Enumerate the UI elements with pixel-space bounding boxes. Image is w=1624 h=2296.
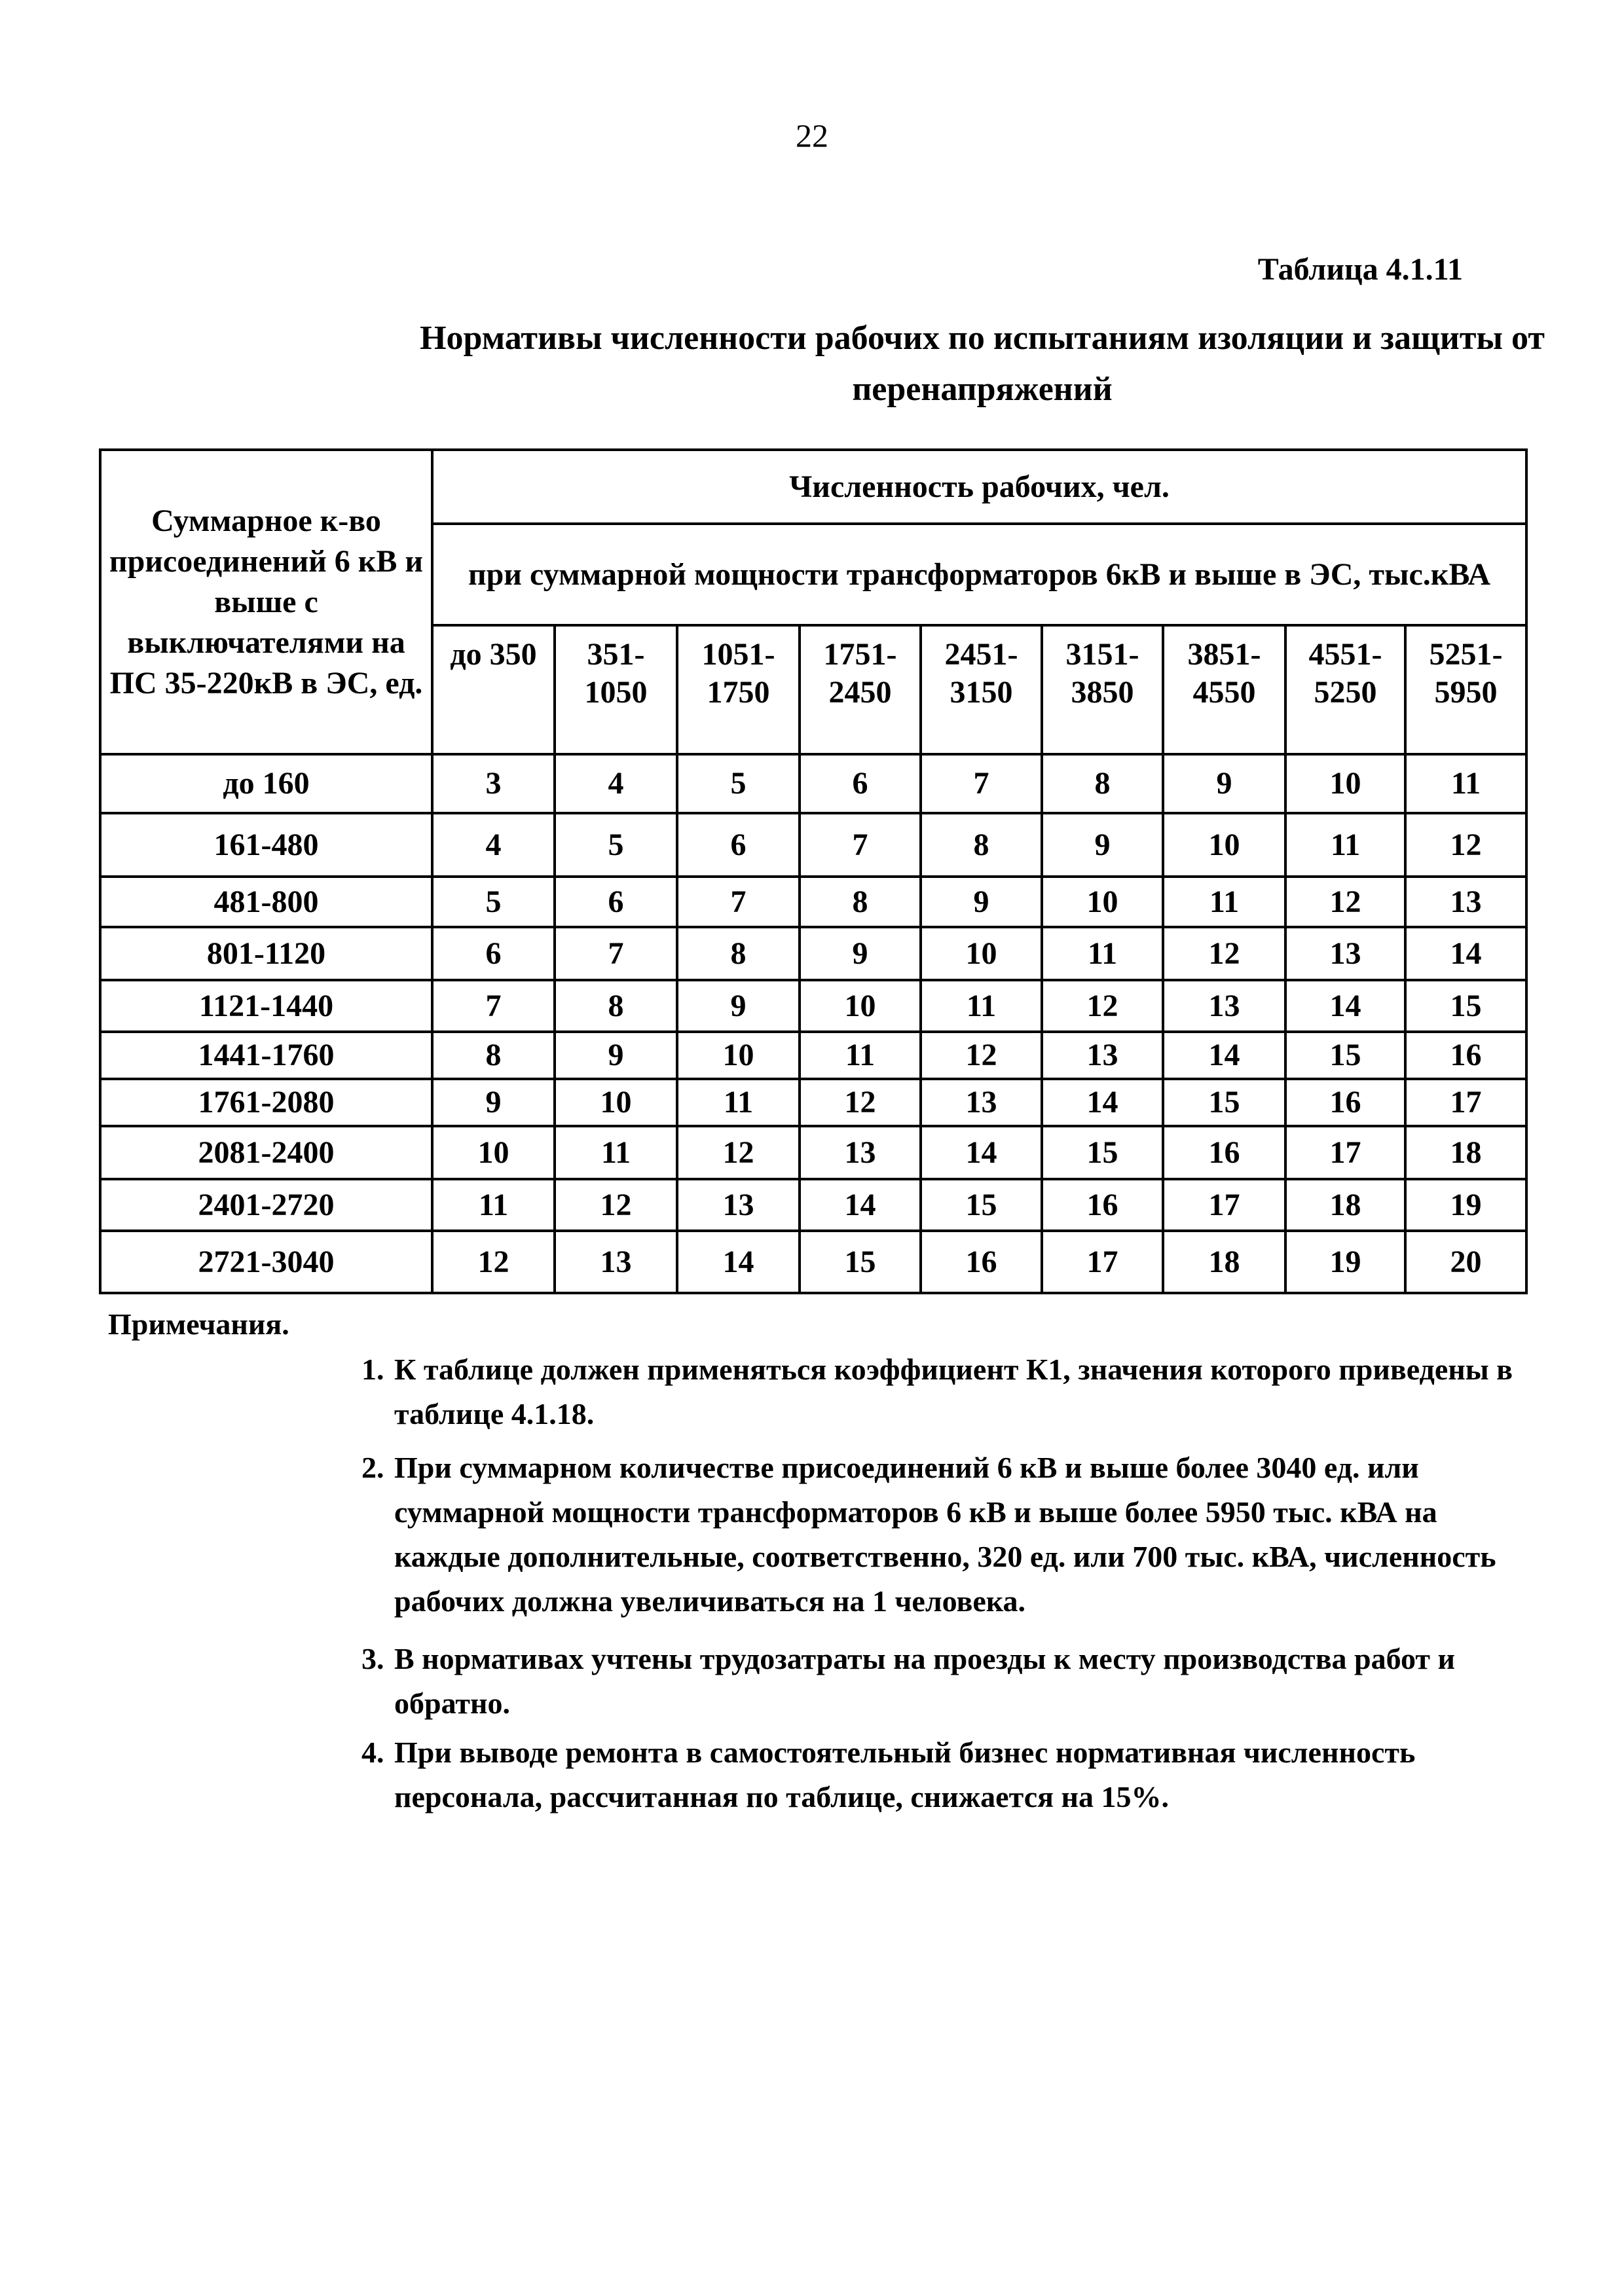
- cell-value: 14: [1285, 980, 1405, 1032]
- row-label: 2401-2720: [100, 1179, 432, 1231]
- cell-value: 11: [921, 980, 1042, 1032]
- cell-value: 16: [1163, 1126, 1285, 1179]
- table-row: [100, 927, 1526, 980]
- cell-value: 15: [1042, 1126, 1163, 1179]
- cell-value: 10: [1042, 877, 1163, 927]
- cell-value: 18: [1405, 1126, 1526, 1179]
- table-row: [100, 1231, 1526, 1293]
- table-title: Нормативы численности рабочих по испытаниям изоляции и защиты от перенапряжений: [420, 319, 1545, 408]
- cell-value: 7: [677, 877, 800, 927]
- cell-value: 8: [1042, 754, 1163, 813]
- cell-value: 4: [432, 813, 555, 877]
- column-header: 1751-2450: [800, 625, 921, 754]
- note-text: При выводе ремонта в самостоятельный бизнес нормативная численность персонала, рассчитанная по таблице, снижается на 15%.: [394, 1736, 1416, 1813]
- row-label: 2081-2400: [100, 1126, 432, 1179]
- sub-header: при суммарной мощности трансформаторов 6кВ и выше в ЭС, тыс.кВА: [432, 524, 1526, 625]
- cell-value: 12: [677, 1126, 800, 1179]
- table-row: [100, 1032, 1526, 1079]
- cell-value: 9: [677, 980, 800, 1032]
- cell-value: 14: [1163, 1032, 1285, 1079]
- cell-value: 7: [432, 980, 555, 1032]
- row-label: до 160: [100, 754, 432, 813]
- cell-value: 9: [1163, 754, 1285, 813]
- cell-value: 16: [1405, 1032, 1526, 1079]
- note-number: 2.: [361, 1451, 384, 1484]
- cell-value: 10: [432, 1126, 555, 1179]
- cell-value: 7: [921, 754, 1042, 813]
- table-row: [100, 813, 1526, 877]
- cell-value: 13: [1405, 877, 1526, 927]
- cell-value: 18: [1285, 1179, 1405, 1231]
- cell-value: 13: [921, 1079, 1042, 1126]
- cell-value: 6: [677, 813, 800, 877]
- cell-value: 13: [555, 1231, 677, 1293]
- cell-value: 12: [1405, 813, 1526, 877]
- cell-value: 11: [1285, 813, 1405, 877]
- cell-value: 16: [921, 1231, 1042, 1293]
- table-row: [100, 1126, 1526, 1179]
- cell-value: 7: [555, 927, 677, 980]
- cell-value: 8: [677, 927, 800, 980]
- cell-value: 13: [1163, 980, 1285, 1032]
- table-caption: Таблица 4.1.11: [1257, 252, 1463, 287]
- cell-value: 17: [1042, 1231, 1163, 1293]
- cell-value: 16: [1285, 1079, 1405, 1126]
- cell-value: 15: [1163, 1079, 1285, 1126]
- cell-value: 15: [1285, 1032, 1405, 1079]
- column-header: 3151-3850: [1042, 625, 1163, 754]
- cell-value: 15: [921, 1179, 1042, 1231]
- cell-value: 9: [1042, 813, 1163, 877]
- cell-value: 20: [1405, 1231, 1526, 1293]
- note-text: В нормативах учтены трудозатраты на проезды к месту производства работ и обратно.: [394, 1642, 1456, 1720]
- column-header: 4551-5250: [1285, 625, 1405, 754]
- group-header: Численность рабочих, чел.: [432, 450, 1526, 524]
- cell-value: 12: [800, 1079, 921, 1126]
- cell-value: 19: [1405, 1179, 1526, 1231]
- note-text: При суммарном количестве присоединений 6 кВ и выше более 3040 ед. или суммарной мощности трансформаторов 6 кВ и выше более 5950 тыс. кВА на каждые дополнительные, соответственно, 320 ед. или 700 тыс. кВА, численность рабочих должна увеличиваться на 1 человека.: [394, 1451, 1496, 1618]
- column-header: 351-1050: [555, 625, 677, 754]
- cell-value: 11: [1163, 877, 1285, 927]
- row-header: Суммарное к-во присоединений 6 кВ и выше с выключателями на ПС 35-220кВ в ЭС, ед.: [100, 450, 432, 754]
- note-item: [361, 1730, 1534, 1819]
- cell-value: 13: [677, 1179, 800, 1231]
- cell-value: 8: [921, 813, 1042, 877]
- page-number: 22: [796, 117, 828, 154]
- cell-value: 4: [555, 754, 677, 813]
- cell-value: 13: [800, 1126, 921, 1179]
- staffing-norms-table: [99, 448, 1528, 1294]
- cell-value: 12: [1285, 877, 1405, 927]
- cell-value: 6: [800, 754, 921, 813]
- cell-value: 14: [1042, 1079, 1163, 1126]
- row-label: 481-800: [100, 877, 432, 927]
- row-label: 1761-2080: [100, 1079, 432, 1126]
- cell-value: 14: [677, 1231, 800, 1293]
- row-label: 161-480: [100, 813, 432, 877]
- cell-value: 9: [800, 927, 921, 980]
- cell-value: 11: [555, 1126, 677, 1179]
- cell-value: 6: [432, 927, 555, 980]
- cell-value: 8: [555, 980, 677, 1032]
- cell-value: 12: [1163, 927, 1285, 980]
- cell-value: 5: [432, 877, 555, 927]
- cell-value: 7: [800, 813, 921, 877]
- table-row: [100, 980, 1526, 1032]
- cell-value: 5: [677, 754, 800, 813]
- cell-value: 11: [1405, 754, 1526, 813]
- cell-value: 12: [432, 1231, 555, 1293]
- cell-value: 11: [432, 1179, 555, 1231]
- notes-title: Примечания.: [108, 1307, 289, 1341]
- note-number: 3.: [361, 1642, 384, 1675]
- cell-value: 17: [1163, 1179, 1285, 1231]
- cell-value: 15: [1405, 980, 1526, 1032]
- row-label: 2721-3040: [100, 1231, 432, 1293]
- note-text: К таблице должен применяться коэффициент К1, значения которого приведены в таблице 4.1.18.: [394, 1353, 1513, 1430]
- column-header: 1051-1750: [677, 625, 800, 754]
- cell-value: 8: [432, 1032, 555, 1079]
- cell-value: 9: [555, 1032, 677, 1079]
- cell-value: 10: [800, 980, 921, 1032]
- table-row: [100, 754, 1526, 813]
- row-label: 801-1120: [100, 927, 432, 980]
- cell-value: 10: [921, 927, 1042, 980]
- column-header: 5251-5950: [1405, 625, 1526, 754]
- column-header: 2451-3150: [921, 625, 1042, 754]
- cell-value: 13: [1285, 927, 1405, 980]
- cell-value: 17: [1405, 1079, 1526, 1126]
- cell-value: 11: [800, 1032, 921, 1079]
- note-item: [361, 1347, 1534, 1436]
- cell-value: 19: [1285, 1231, 1405, 1293]
- cell-value: 11: [1042, 927, 1163, 980]
- column-header: до 350: [432, 625, 555, 754]
- note-number: 4.: [361, 1736, 384, 1769]
- cell-value: 9: [921, 877, 1042, 927]
- table-row: [100, 1079, 1526, 1126]
- cell-value: 13: [1042, 1032, 1163, 1079]
- note-number: 1.: [361, 1353, 384, 1386]
- cell-value: 15: [800, 1231, 921, 1293]
- cell-value: 9: [432, 1079, 555, 1126]
- cell-value: 14: [800, 1179, 921, 1231]
- cell-value: 10: [1285, 754, 1405, 813]
- cell-value: 12: [1042, 980, 1163, 1032]
- row-label: 1441-1760: [100, 1032, 432, 1079]
- cell-value: 10: [677, 1032, 800, 1079]
- cell-value: 18: [1163, 1231, 1285, 1293]
- cell-value: 10: [1163, 813, 1285, 877]
- cell-value: 11: [677, 1079, 800, 1126]
- cell-value: 14: [921, 1126, 1042, 1179]
- cell-value: 14: [1405, 927, 1526, 980]
- row-label: 1121-1440: [100, 980, 432, 1032]
- column-header: 3851-4550: [1163, 625, 1285, 754]
- table-row: [100, 1179, 1526, 1231]
- note-item: [361, 1637, 1534, 1726]
- cell-value: 12: [555, 1179, 677, 1231]
- note-item: [361, 1446, 1534, 1624]
- table-row: [100, 877, 1526, 927]
- cell-value: 16: [1042, 1179, 1163, 1231]
- cell-value: 12: [921, 1032, 1042, 1079]
- cell-value: 8: [800, 877, 921, 927]
- cell-value: 10: [555, 1079, 677, 1126]
- cell-value: 6: [555, 877, 677, 927]
- cell-value: 17: [1285, 1126, 1405, 1179]
- cell-value: 3: [432, 754, 555, 813]
- cell-value: 5: [555, 813, 677, 877]
